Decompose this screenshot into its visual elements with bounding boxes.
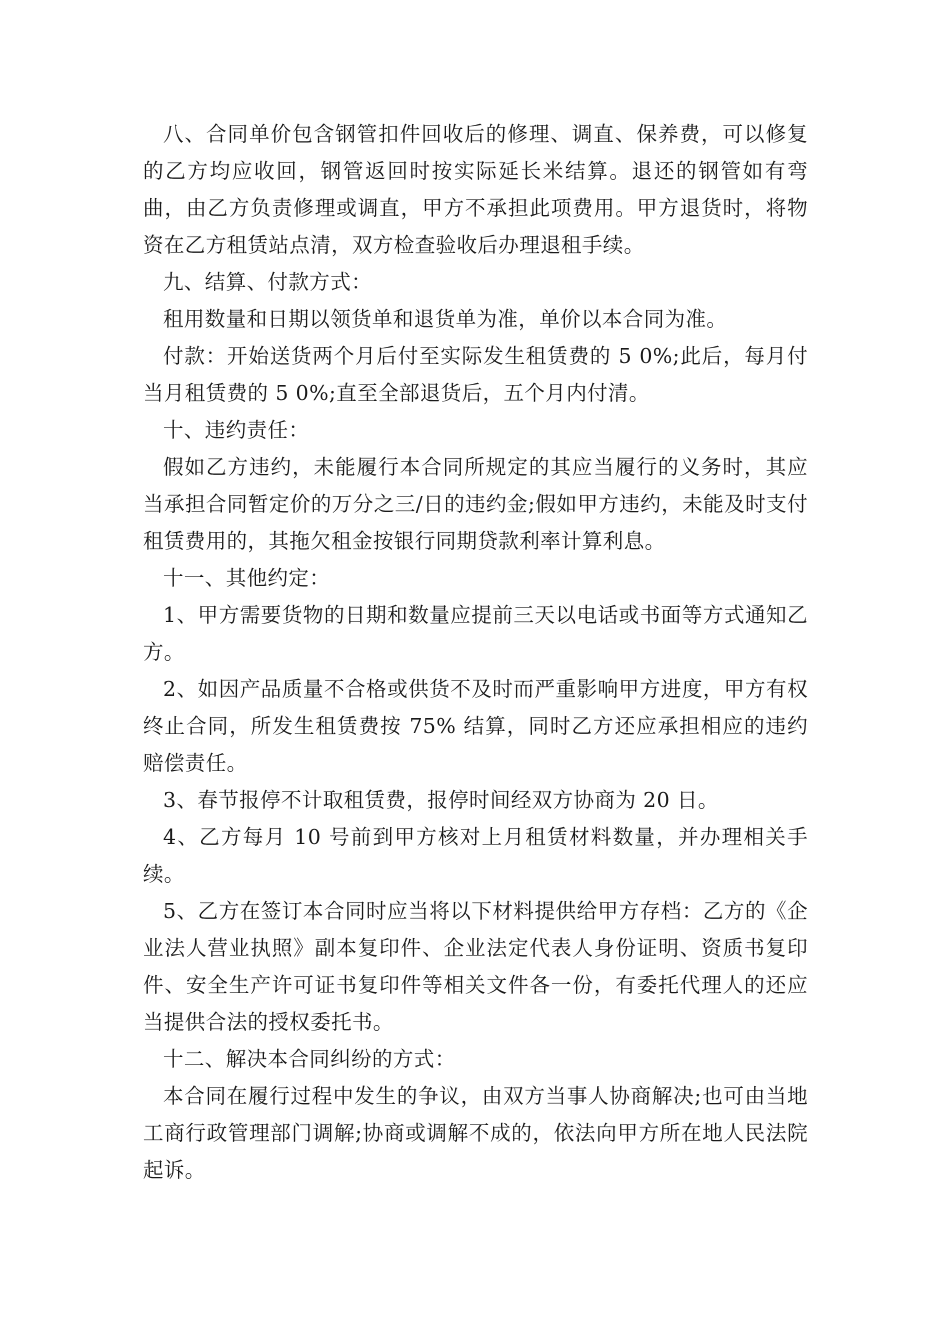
clause-11-heading: 十一、其他约定： [163,566,331,590]
document-body [143,116,808,1189]
clause-9-heading: 九、结算、付款方式： [163,270,372,294]
clause-11-item-5: 5、乙方在签订本合同时应当将以下材料提供给甲方存档：乙方的《企业法人营业执照》副本复印件、企业法定代表人身份证明、资质书复印件、安全生产许可证书复印件等相关文件各一份，有委托代理人的还应当提供合法的授权委托书。 [143,899,808,1034]
clause-10-heading: 十、违约责任： [163,418,310,442]
clause-11-item-4: 4、乙方每月 10 号前到甲方核对上月租赁材料数量，并办理相关手续。 [143,825,808,886]
clause-10-paragraph: 假如乙方违约，未能履行本合同所规定的其应当履行的义务时，其应当承担合同暂定价的万分之三/日的违约金;假如甲方违约，未能及时支付租赁费用的，其拖欠租金按银行同期贷款利率计算利息。 [143,455,808,553]
clause-9-payment-paragraph: 付款：开始送货两个月后付至实际发生租赁费的 5 0%;此后，每月付当月租赁费的 5 0%;直至全部退货后，五个月内付清。 [143,344,808,405]
clause-12-paragraph: 本合同在履行过程中发生的争议，由双方当事人协商解决;也可由当地工商行政管理部门调解;协商或调解不成的，依法向甲方所在地人民法院起诉。 [143,1084,808,1182]
clause-9-quantity-paragraph: 租用数量和日期以领货单和退货单为准，单价以本合同为准。 [163,307,728,331]
clause-11-item-1: 1、甲方需要货物的日期和数量应提前三天以电话或书面等方式通知乙方。 [143,603,808,664]
clause-8-paragraph: 八、合同单价包含钢管扣件回收后的修理、调直、保养费，可以修复的乙方均应收回，钢管返回时按实际延长米结算。退还的钢管如有弯曲，由乙方负责修理或调直，甲方不承担此项费用。甲方退货时，将物资在乙方租赁站点清，双方检查验收后办理退租手续。 [143,122,808,257]
clause-12-heading: 十二、解决本合同纠纷的方式： [163,1047,456,1071]
clause-11-item-2: 2、如因产品质量不合格或供货不及时而严重影响甲方进度，甲方有权终止合同，所发生租赁费按 75% 结算，同时乙方还应承担相应的违约赔偿责任。 [143,677,808,775]
clause-11-item-3: 3、春节报停不计取租赁费，报停时间经双方协商为 20 日。 [163,788,719,812]
